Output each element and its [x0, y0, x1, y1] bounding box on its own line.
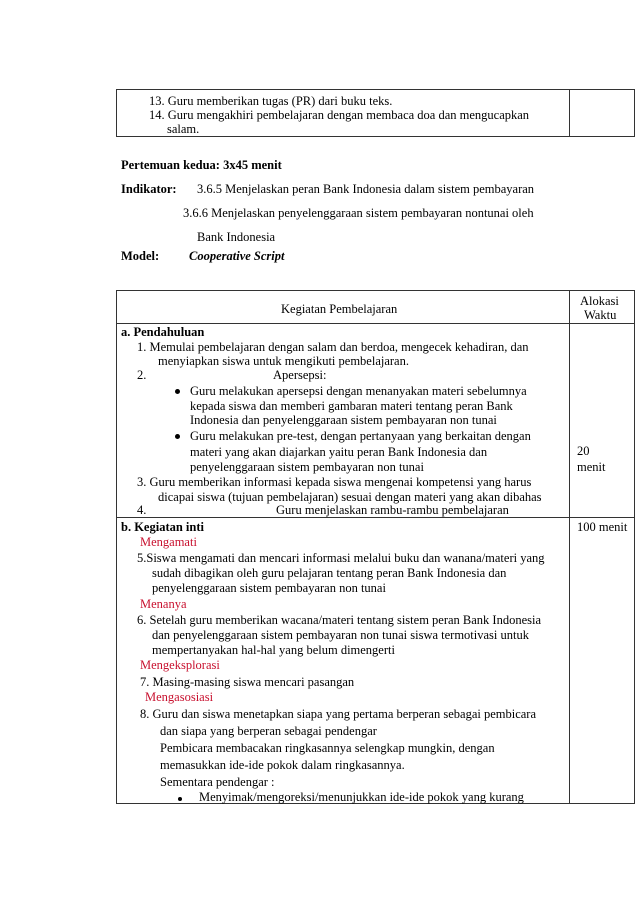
top-item-14-line2: salam.	[167, 122, 200, 136]
indicator-label: Indikator:	[121, 182, 177, 196]
b-item6-line2: dan penyelenggaraan sistem pembayaran non tunai siswa termotivasi untuk	[152, 628, 529, 642]
a-bullet1-line3: Indonesia dan penyelenggaraan sistem pembayaran non tunai	[190, 413, 497, 427]
b-item8-line5: Sementara pendengar :	[160, 775, 275, 789]
meeting-title: Pertemuan kedua: 3x45 menit	[121, 158, 282, 172]
a-item1-line2: menyiapkan siswa untuk mengikuti pembelajaran.	[158, 354, 409, 368]
b-item6-line1: 6. Setelah guru memberikan wacana/materi tentang sistem peran Bank Indonesia	[137, 613, 542, 627]
indicator-1: 3.6.5 Menjelaskan peran Bank Indonesia dalam sistem pembayaran	[197, 182, 535, 196]
a-item3-line1: 3. Guru memberikan informasi kepada siswa mengenai kompetensi yang harus	[137, 475, 532, 489]
model-label: Model:	[121, 249, 160, 263]
model-value: Cooperative Script	[189, 249, 285, 263]
b-item8-line4: memasukkan ide-ide pokok dalam ringkasannya.	[160, 758, 405, 772]
b-mengasosiasi: Mengasosiasi	[145, 690, 214, 704]
a-alloc-line2: menit	[577, 460, 606, 474]
top-item-13: 13. Guru memberikan tugas (PR) dari buku teks.	[149, 94, 393, 108]
main-table-header-bottom	[116, 323, 635, 324]
indicator-2-line1: 3.6.6 Menjelaskan penyelenggaraan sistem pembayaran nontunai oleh	[183, 206, 534, 220]
a-bullet2-line2: materi yang akan diajarkan yaitu peran Bank Indonesia dan	[190, 445, 488, 459]
bullet-icon	[178, 797, 182, 801]
section-b-title: b. Kegiatan inti	[121, 520, 204, 534]
b-item5-line2: sudah dibagikan oleh guru pelajaran tentang peran Bank Indonesia dan	[152, 566, 507, 580]
header-alloc-line2: Waktu	[584, 308, 617, 322]
b-bullet-line: Menyimak/mengoreksi/menunjukkan ide-ide pokok yang kurang	[199, 790, 524, 804]
b-mengamati: Mengamati	[140, 535, 197, 549]
a-item3-line2: dicapai siswa (tujuan pembelajaran) sesuai dengan materi yang akan dibahas	[158, 490, 542, 504]
a-bullet1-line1: Guru melakukan apersepsi dengan menanyakan materi sebelumnya	[190, 384, 527, 398]
a-item4-num: 4.	[137, 503, 147, 517]
b-item8-line2: dan siapa yang berperan sebagai pendengar	[160, 724, 377, 738]
top-table-divider	[569, 89, 570, 137]
bullet-icon	[175, 434, 180, 439]
top-item-14-line1: 14. Guru mengakhiri pembelajaran dengan membaca doa dan mengucapkan	[149, 108, 530, 122]
a-item1-line1: 1. Memulai pembelajaran dengan salam dan berdoa, mengecek kehadiran, dan	[137, 340, 529, 354]
indicator-2-line2: Bank Indonesia	[197, 230, 276, 244]
section-a-title: a. Pendahuluan	[121, 325, 205, 339]
header-activity: Kegiatan Pembelajaran	[281, 302, 398, 316]
a-bullet2-line1: Guru melakukan pre-test, dengan pertanyaan yang berkaitan dengan	[190, 429, 531, 443]
a-bullet2-line3: penyelenggaraan sistem pembayaran non tunai	[190, 460, 424, 474]
a-bullet1-line2: kepada siswa dan memberi gambaran materi tentang peran Bank	[190, 399, 513, 413]
bullet-icon	[175, 389, 180, 394]
a-item4-text: Guru menjelaskan rambu-rambu pembelajaran	[276, 503, 509, 517]
main-table-column-divider	[569, 290, 570, 804]
b-mengeksplorasi: Mengeksplorasi	[140, 658, 220, 672]
b-alloc: 100 menit	[577, 520, 628, 534]
b-item6-line3: mempertanyakan hal-hal yang belum dimengerti	[152, 643, 395, 657]
b-item7: 7. Masing-masing siswa mencari pasangan	[140, 675, 355, 689]
a-item2-text: Apersepsi:	[273, 368, 327, 382]
a-item2-num: 2.	[137, 368, 147, 382]
b-menanya: Menanya	[140, 597, 187, 611]
b-item5-line1: 5.Siswa mengamati dan mencari informasi melalui buku dan wanana/materi yang	[137, 551, 545, 565]
b-item8-line1: 8. Guru dan siswa menetapkan siapa yang pertama berperan sebagai pembicara	[140, 707, 537, 721]
a-alloc-line1: 20	[577, 444, 590, 458]
b-item8-line3: Pembicara membacakan ringkasannya selengkap mungkin, dengan	[160, 741, 495, 755]
b-item5-line3: penyelenggaraan sistem pembayaran non tunai	[152, 581, 386, 595]
header-alloc-line1: Alokasi	[580, 294, 619, 308]
